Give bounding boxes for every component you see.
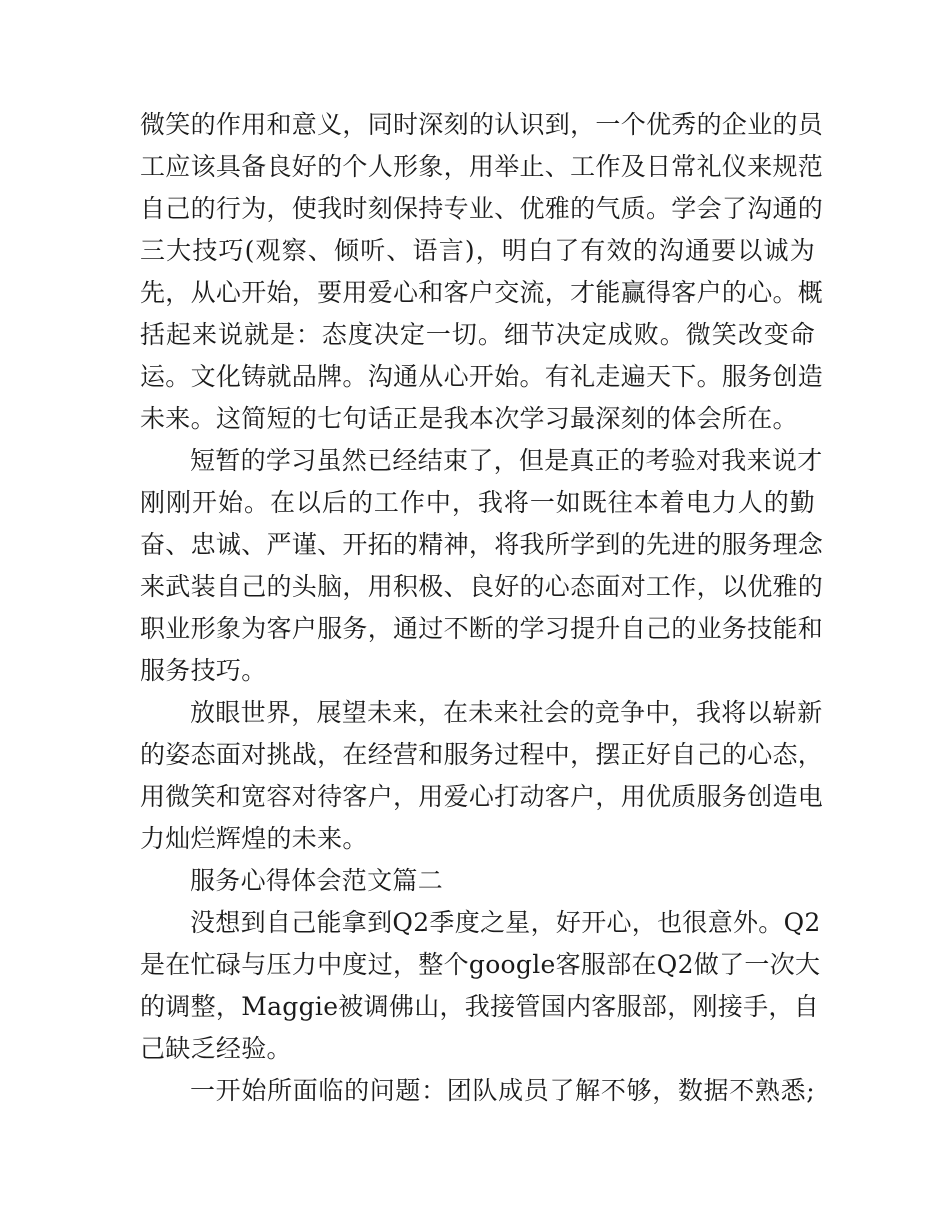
text-line: 放眼世界，展望未来，在未来社会的竞争中，我将以崭新 bbox=[190, 698, 823, 727]
text-line: 己缺乏经验。 bbox=[140, 1034, 292, 1063]
document-body bbox=[140, 104, 824, 1112]
text-line: 服务技巧。 bbox=[140, 656, 267, 685]
text-line: 三大技巧(观察、倾听、语言)，明白了有效的沟通要以诚为 bbox=[140, 236, 815, 265]
text-line: 用微笑和宽容对待客户，用爱心打动客户，用优质服务创造电 bbox=[140, 782, 824, 811]
text-line: 一开始所面临的问题：团队成员了解不够，数据不熟悉; bbox=[190, 1076, 815, 1105]
text-line: 奋、忠诚、严谨、开拓的精神，将我所学到的先进的服务理念 bbox=[140, 530, 824, 559]
text-line: 是在忙碌与压力中度过，整个google客服部在Q2做了一次大 bbox=[140, 950, 821, 979]
text-line: 工应该具备良好的个人形象，用举止、工作及日常礼仪来规范 bbox=[140, 152, 824, 181]
text-line: 未来。这简短的七句话正是我本次学习最深刻的体会所在。 bbox=[140, 404, 798, 433]
text-line: 短暂的学习虽然已经结束了，但是真正的考验对我来说才 bbox=[190, 446, 823, 475]
text-line: 刚刚开始。在以后的工作中，我将一如既往本着电力人的勤 bbox=[140, 488, 815, 517]
text-line: 没想到自己能拿到Q2季度之星，好开心，也很意外。Q2 bbox=[190, 908, 821, 937]
text-line: 职业形象为客户服务，通过不断的学习提升自己的业务技能和 bbox=[140, 614, 824, 643]
text-line: 的姿态面对挑战，在经营和服务过程中，摆正好自己的心态， bbox=[140, 740, 824, 769]
text-line: 的调整，Maggie被调佛山，我接管国内客服部，刚接手，自 bbox=[140, 992, 820, 1021]
text-line: 力灿烂辉煌的未来。 bbox=[140, 824, 368, 853]
text-line: 自己的行为，使我时刻保持专业、优雅的气质。学会了沟通的 bbox=[140, 194, 824, 223]
text-line: 括起来说就是：态度决定一切。细节决定成败。微笑改变命 bbox=[140, 320, 815, 349]
text-line: 运。文化铸就品牌。沟通从心开始。有礼走遍天下。服务创造 bbox=[140, 362, 824, 391]
text-line: 先，从心开始，要用爱心和客户交流，才能赢得客户的心。概 bbox=[140, 278, 824, 307]
text-line: 来武装自己的头脑，用积极、良好的心态面对工作，以优雅的 bbox=[140, 572, 824, 601]
text-line: 服务心得体会范文篇二 bbox=[190, 866, 444, 895]
text-line: 微笑的作用和意义，同时深刻的认识到，一个优秀的企业的员 bbox=[140, 110, 824, 139]
